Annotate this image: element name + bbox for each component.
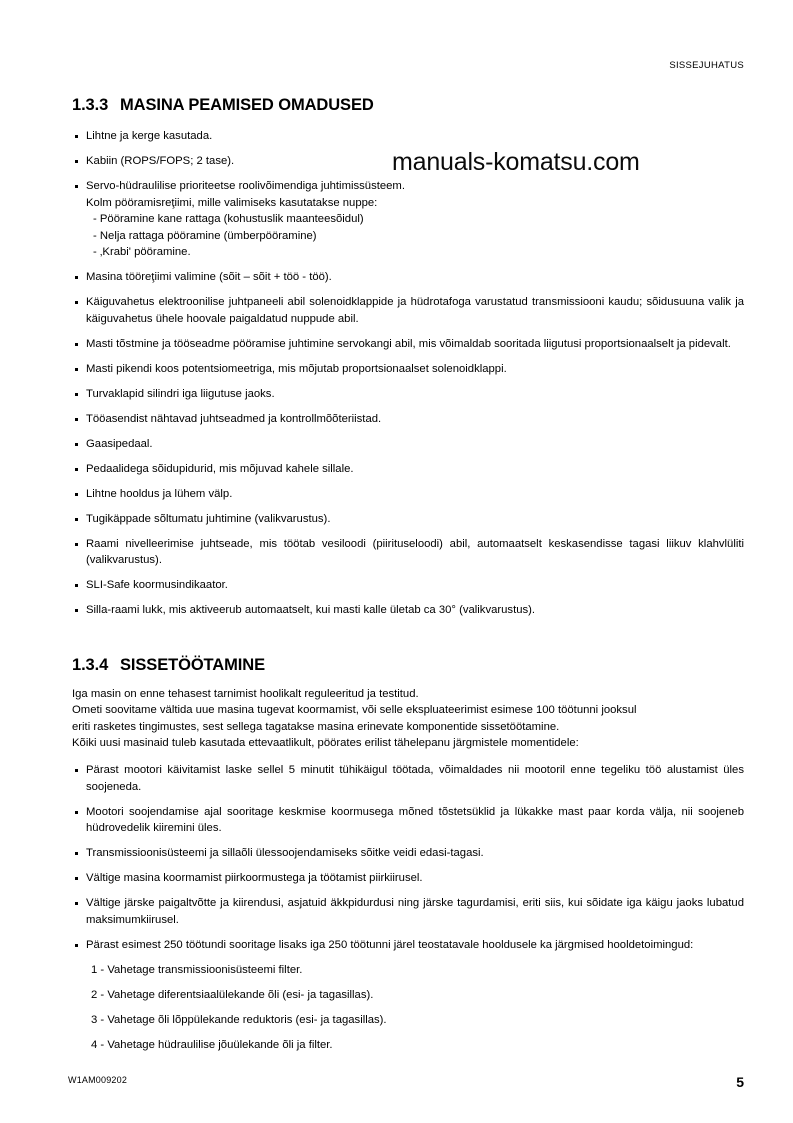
footer-page-number: 5: [736, 1074, 744, 1090]
list-item-steering: [72, 178, 744, 261]
list-item: 4 - Vahetage hüdraulilise jõuülekande õli ja filter.: [91, 1039, 333, 1052]
section-number: 1.3.3: [72, 96, 109, 114]
list-item: 1 - Vahetage transmissioonisüsteemi filter.: [91, 964, 303, 977]
steering-lead: Servo-hüdraulilise prioriteetse roolivõimendiga juhtimissüsteem.: [86, 180, 405, 192]
list-item: Mootori soojendamise ajal sooritage keskmise koormusega mõned tõstetsüklid ja lükakke mast paar korda välja, nii soojeneb hüdrovedelik kiiremini üles.: [72, 804, 744, 837]
section-title: MASINA PEAMISED OMADUSED: [120, 96, 374, 114]
list-item: 2 - Vahetage diferentsiaalülekande õli (esi- ja tagasillas).: [91, 989, 374, 1002]
steering-mode: - Nelja rattaga pööramine (ümberpööramine): [93, 229, 317, 242]
list-item: Gaasipedaal.: [72, 436, 744, 453]
list-item: Tööasendist nähtavad juhtseadmed ja kontrollmõõteriistad.: [72, 411, 744, 428]
intro-line: Kõiki uusi masinaid tuleb kasutada ettevaatlikult, pöörates erilist tähelepanu järgmistele momentidele:: [72, 736, 579, 749]
list-item: Masina tööreţiimi valimine (sõit – sõit + töö - töö).: [72, 269, 744, 286]
list-item: Pedaalidega sõidupidurid, mis mõjuvad kahele sillale.: [72, 461, 744, 478]
list-item: Vältige masina koormamist piirkoormustega ja töötamist piirkiirusel.: [72, 870, 744, 887]
list-item: Lihtne ja kerge kasutada.: [72, 128, 744, 145]
break-in-list: [72, 762, 744, 953]
section-heading-1-3-3: [72, 96, 744, 128]
list-item: Masti tõstmine ja tööseadme pööramise juhtimine servokangi abil, mis võimaldab sooritada liigutusi proportsionaalselt ja pidevalt.: [72, 336, 744, 353]
intro-line: Ometi soovitame vältida uue masina tugevat koormamist, või selle ekspluateerimist esimese 100 töötunni jooksul: [72, 704, 637, 717]
steering-sublines: [86, 178, 744, 261]
list-item: Vältige järske paigaltvõtte ja kiirendusi, asjatuid äkkpidurdusi ning järske tagurdamisi, eriti siis, kui sõidate iga käigu jaoks lubatud maksimumkiirusel.: [72, 895, 744, 928]
list-item: Pärast mootori käivitamist laske sellel 5 minutit tühikäigul töötada, võimaldades nii mootoril enne tegeliku töö alustamist üles soojeneda.: [72, 762, 744, 795]
section-number: 1.3.4: [72, 656, 109, 674]
section-heading-1-3-4: [72, 627, 744, 686]
list-item: Silla-raami lukk, mis aktiveerub automaatselt, kui masti kalle ületab ca 30° (valikvarustus).: [72, 602, 744, 619]
page-content: [72, 96, 744, 1062]
list-item: Masti pikendi koos potentsiomeetriga, mis mõjutab proportsionaalset solenoidklappi.: [72, 361, 744, 378]
steering-second: Kolm pööramisreţiimi, mille valimiseks kasutatakse nuppe:: [86, 196, 378, 209]
list-item: Lihtne hooldus ja lühem välp.: [72, 486, 744, 503]
list-item: SLI-Safe koormusindikaator.: [72, 577, 744, 594]
list-item: Pärast esimest 250 töötundi sooritage lisaks iga 250 töötunni järel teostatavale hooldusele ka järgmised hooldetoimingud:: [72, 937, 744, 954]
steering-mode: - Pööramine kane rattaga (kohustuslik maanteesõidul): [93, 213, 364, 225]
section-intro-paragraph: [72, 686, 744, 751]
maintenance-steps-list: [72, 962, 744, 1054]
list-item: Turvaklapid silindri iga liigutuse jaoks.: [72, 386, 744, 403]
list-item: Tugikäppade sõltumatu juhtimine (valikvarustus).: [72, 511, 744, 528]
watermark: manuals-komatsu.com: [392, 148, 640, 176]
section-title: SISSETÖÖTAMINE: [120, 656, 265, 674]
running-header: SISSEJUHATUS: [669, 60, 744, 71]
list-item: 3 - Vahetage õli lõppülekande reduktoris (esi- ja tagasillas).: [91, 1014, 387, 1027]
list-item: Transmissioonisüsteemi ja sillaõli ülessoojendamiseks sõitke veidi edasi-tagasi.: [72, 845, 744, 862]
footer-document-code: W1AM009202: [68, 1075, 128, 1085]
list-item: Raami nivelleerimise juhtseade, mis töötab vesiloodi (piirituseloodi) abil, automaatselt keskasendisse tagasi liikuv klahvlüliti (valikvarustus).: [72, 536, 744, 569]
intro-line: Iga masin on enne tehasest tarnimist hoolikalt reguleeritud ja testitud.: [72, 688, 419, 700]
intro-line: eriti rasketes tingimustes, sest sellega tagatakse masina erinevate komponentide sissetöötamine.: [72, 720, 560, 733]
list-item: Käiguvahetus elektroonilise juhtpaneeli abil solenoidklappide ja hüdrotafoga varustatud transmissiooni kaudu; sõidusuuna valik ja käiguvahetus ühele hoovale paigaldatud nuppude abil.: [72, 294, 744, 327]
features-list: [72, 128, 744, 619]
list-item: Kabiin (ROPS/FOPS; 2 tase).: [72, 153, 744, 170]
steering-mode: - ‚Krabi' pööramine.: [93, 246, 191, 258]
